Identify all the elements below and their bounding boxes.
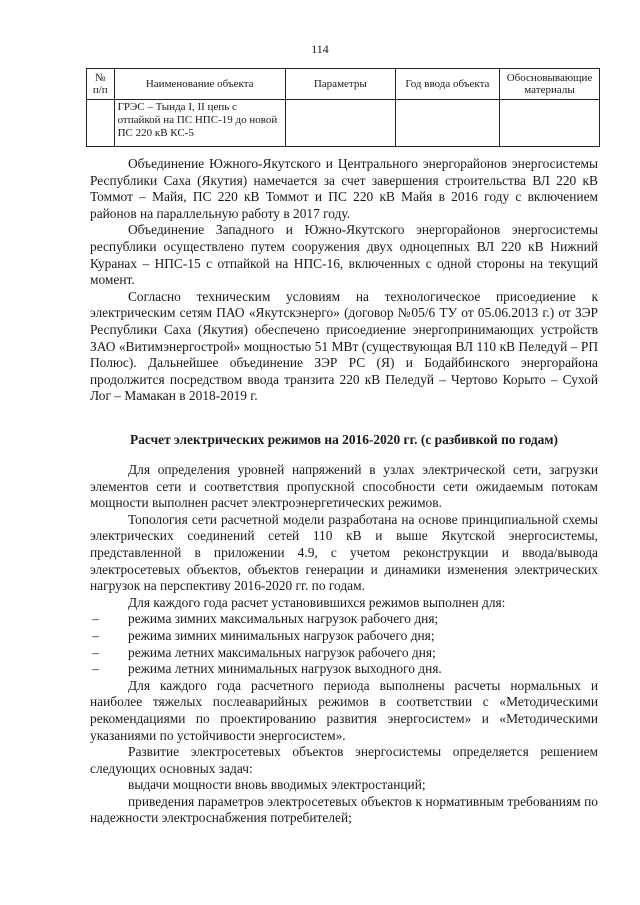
- section-heading: Расчет электрических режимов на 2016-2020 гг. (с разбивкой по годам): [130, 432, 558, 447]
- calc-section: [90, 462, 598, 827]
- task-power-output: выдачи мощности вновь вводимых электростанций;: [128, 777, 426, 793]
- paragraph-tech-conditions: Согласно техническим условиям на технологическое присоедиение к электрическим сетям ПАО «Якутскэнерго» (договор №05/6 ТУ от 05.06.2013 г.) от ЗЭР Республики Саха (Якутия) обеспечено присоедиение энергопринимающих устройств ЗАО «Витимэнергострой» мощностью 51 МВт (существующая ВЛ 110 кВ Пеледуй – РП Полюс). Дальнейшее объединение ЗЭР РС (Я) и Бодайбинского энергорайона продолжится посредством ввода транзита 220 кВ Пеледуй – Чертово Корыто – Сухой Лог – Мамакан в 2018-2019 г.: [90, 288, 598, 404]
- cell-params: [285, 100, 395, 147]
- paragraph-period: Для каждого года расчетного периода выполнены расчеты нормальных и наиболее тяжелых послеаварийных режимов в соответствии с «Методическими рекомендациями по проектированию развития энергосистем» и «Методическими указаниями по устойчивости энергосистем».: [90, 677, 598, 743]
- paragraph-south-central: Объединение Южного-Якутского и Центрального энергорайонов энергосистемы Республики Саха (Якутия) намечается за счет завершения строительства ВЛ 220 кВ Томмот – Майя, ПС 220 кВ Томмот и ПС 220 кВ Майя в 2016 году с включением районов на параллельную работу в 2017 году.: [90, 156, 598, 221]
- cell-number: [87, 100, 115, 147]
- intro-section: [90, 156, 598, 405]
- paragraph-levels: Для определения уровней напряжений в узлах электрической сети, загрузки элементов сети и соответствия пропускной способности сети ожидаемым потокам мощности выполнен расчет электроэнергетических режимов.: [90, 462, 598, 511]
- col-header-year: Год ввода объекта: [395, 69, 499, 100]
- page-number: 114: [311, 42, 329, 56]
- col-header-params: Параметры: [285, 69, 395, 100]
- list-item-text: режима зимних минимальных нагрузок рабочего дня;: [128, 627, 435, 643]
- dash-marker: –: [92, 611, 99, 627]
- list-item: [90, 645, 598, 662]
- table-header-row: [87, 69, 600, 100]
- dash-marker: –: [92, 661, 99, 677]
- col-header-number: № п/п: [87, 69, 115, 100]
- col-header-materials: Обосновывающие материалы: [500, 69, 600, 100]
- col-header-name: Наименование объекта: [114, 69, 285, 100]
- list-item-text: режима летних минимальных нагрузок выходного дня.: [128, 661, 442, 677]
- dash-marker: –: [92, 644, 99, 660]
- dash-marker: –: [92, 627, 99, 643]
- cell-materials: [500, 100, 600, 147]
- list-item: [90, 661, 598, 678]
- list-item-text: режима летних максимальных нагрузок рабочего дня;: [128, 644, 436, 660]
- list-item: [90, 628, 598, 645]
- list-item: [90, 611, 598, 628]
- objects-table: [86, 68, 600, 147]
- table-row: [87, 100, 600, 147]
- task-reliability: приведения параметров электросетевых объектов к нормативным требованиям по надежности электроснабжения потребителей;: [90, 793, 598, 826]
- cell-year: [395, 100, 499, 147]
- paragraph-development: Развитие электросетевых объектов энергосистемы определяется решением следующих основных задач:: [90, 744, 598, 776]
- modes-list: [90, 611, 598, 677]
- list-item-text: режима зимних максимальных нагрузок рабочего дня;: [128, 611, 439, 627]
- cell-name: ГРЭС – Тында I, II цепь с отпайкой на ПС НПС-19 до новой ПС 220 кВ КС-5: [114, 100, 285, 147]
- paragraph-each-year: Для каждого года расчет установившихся режимов выполнен для:: [128, 594, 506, 610]
- paragraph-topology: Топология сети расчетной модели разработана на основе принципиальной схемы электрических соединений сетей 110 кВ и выше Якутской энергосистемы, представленной в приложении 4.9, с учетом реконструкции и ввода/вывода электросетевых объектов, объектов генерации и динамики изменения электрических нагрузок на перспективу 2016-2020 гг. по годам.: [90, 511, 598, 594]
- paragraph-west-south: Объединение Западного и Южно-Якутского энергорайонов энергосистемы республики осуществлено путем сооружения двух одноцепных ВЛ 220 кВ Нижний Куранах – НПС-15 с отпайкой на НПС-16, включенных с одной стороны на текущий момент.: [90, 222, 598, 288]
